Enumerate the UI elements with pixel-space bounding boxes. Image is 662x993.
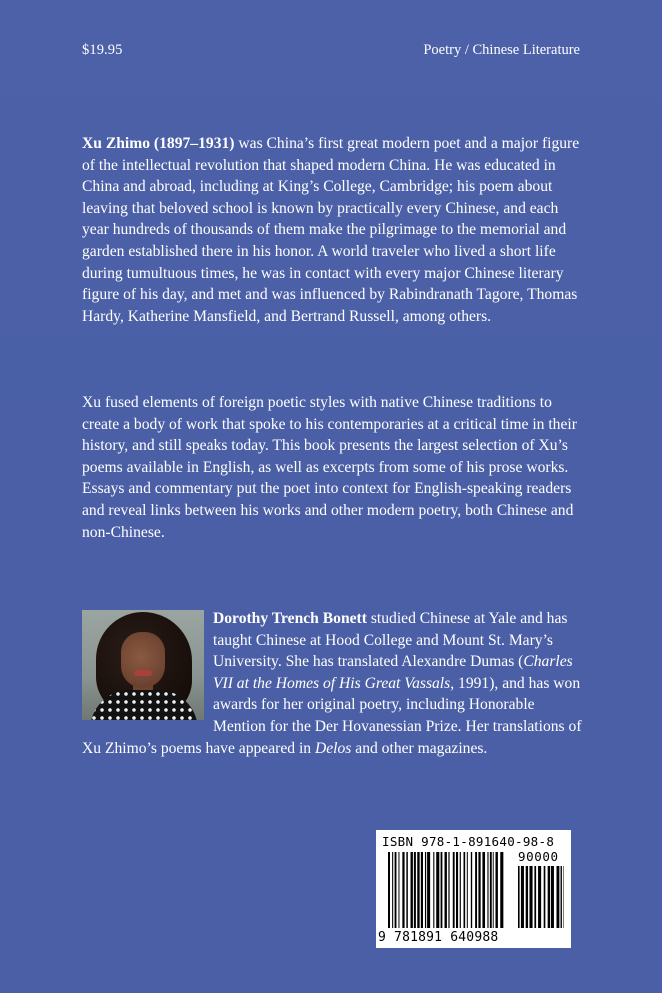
book-description: Xu fused elements of foreign poetic styles with native Chinese traditions to create a body of work that spoke to his contemporaries at a critical time in their history, and still speaks today. This book presents the largest selection of Xu’s poems available in English, as well as excerpts from some of his prose works. Essays and commentary put the poet into context for English-speaking readers and reveal links between his works and other modern poetry, both Chinese and non-Chinese. <box>82 394 577 541</box>
poet-description <box>82 133 587 327</box>
translator-bio <box>82 608 587 759</box>
category-label: Poetry / Chinese Literature <box>423 42 580 58</box>
isbn-label: ISBN 978-1-891640-98-8 <box>382 834 555 849</box>
poet-name: Xu Zhimo (1897–1931) <box>82 135 235 152</box>
addon-barcode-bars <box>518 866 564 928</box>
translator-name: Dorothy Trench Bonett <box>213 610 367 627</box>
barcode-digits: 9 781891 640988 <box>378 930 499 945</box>
isbn-barcode <box>376 830 571 948</box>
translated-work-title: Charles VII at the Homes of His Great Vassals <box>213 653 573 692</box>
price-addon-label: 90000 <box>518 849 559 864</box>
translator-bio-text-3: and other magazines. <box>351 739 488 757</box>
poet-description-text: was China’s first great modern poet and a major figure of the intellectual revolution that shaped modern China. He was educated in China and abroad, including at King’s College, Cambridge; his poem about leaving that beloved school is known by practically every Chinese, and each year hundreds of thousands of them make the pilgrimage to the memorial and garden established there in his honor. A world traveler who lived a short life during tumultuous times, he was in contact with every major Chinese literary figure of his day, and met and was influenced by Rabindranath Tagore, Thomas Hardy, Katherine Mansfield, and Bertrand Russell, among others. <box>82 135 580 325</box>
translator-photo <box>82 610 204 720</box>
magazine-title: Delos <box>314 739 352 757</box>
barcode-bars <box>388 852 504 928</box>
price-label: $19.95 <box>82 42 123 58</box>
translator-bio-text-1: studied Chinese at Yale and has taught Chinese at Hood College and Mount St. Mary’s University. She has translated Alexandre Dumas ( <box>213 610 568 671</box>
translator-bio-text-2: , 1991), and has won awards for her original poetry, including Honorable Mention for the Der Hovanessian Prize. Her translations of Xu Zhimo’s poems have appeared in <box>82 674 582 757</box>
